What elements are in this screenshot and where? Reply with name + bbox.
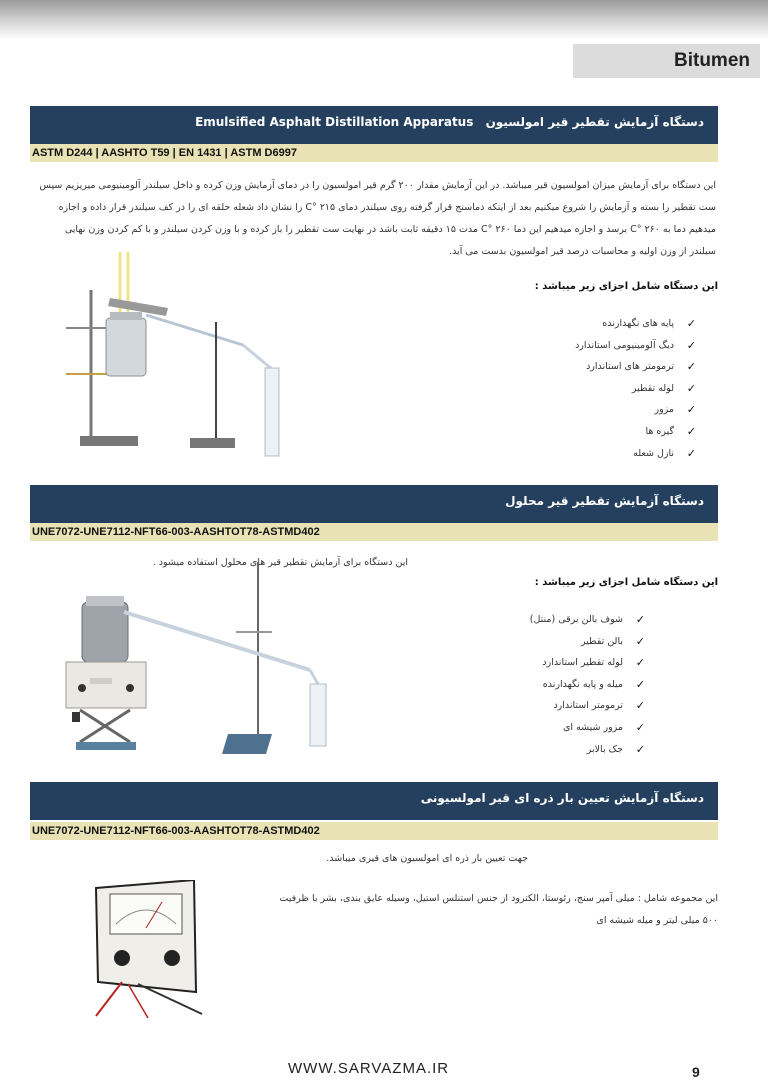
check-icon: ✓ bbox=[686, 338, 696, 352]
section-2-header bbox=[30, 485, 718, 523]
section-1-parts-list bbox=[575, 313, 696, 464]
list-item: ✓ مزور bbox=[575, 399, 696, 421]
check-icon: ✓ bbox=[686, 446, 696, 460]
list-item: ✓ جک بالابر bbox=[530, 739, 645, 761]
check-icon: ✓ bbox=[686, 403, 696, 417]
list-item: ✓ لوله تقطیر bbox=[575, 378, 696, 400]
list-item: ✓ ترمومتر استاندارد bbox=[530, 695, 645, 717]
list-item: ✓ بالن تقطیر bbox=[530, 631, 645, 653]
list-item: ✓ میله و پایه نگهدارنده bbox=[530, 674, 645, 696]
section-3-standards: UNE7072-UNE7112-NFT66-003-AASHTOT78-ASTMD402 bbox=[30, 822, 718, 840]
list-item: ✓ ترمومتر های استاندارد bbox=[575, 356, 696, 378]
list-item: ✓ شوف بالن برقی (منتل) bbox=[530, 609, 645, 631]
desc-line: ست تقطیر را بسته و آزمایش را شروع میکنیم بعد از اینکه دماسنج قرار گرفته روی سیلندر دمای C° ۲۱۵ را نشان داد شعله حلقه ای را در کف سیلندر قرار داده و اجازه bbox=[58, 202, 716, 213]
desc-line: این مجموعه شامل : میلی آمپر سنج، رئوستا، الکترود از جنس استنلس استیل، وسیله عایق بندی، بشر با ظرفیت bbox=[279, 893, 718, 904]
section-3-title: دستگاه آزمایش تعیین بار ذره ای قیر امولسیونی bbox=[420, 791, 704, 805]
section-1-standards: ASTM D244 | AASHTO T59 | EN 1431 | ASTM D6997 bbox=[30, 144, 718, 162]
list-item: ✓ پایه های نگهدارنده bbox=[575, 313, 696, 335]
desc-line: این دستگاه برای آزمایش تقطیر قیر های محلول استفاده میشود . bbox=[152, 557, 408, 568]
section-2-standards: UNE7072-UNE7112-NFT66-003-AASHTOT78-ASTMD402 bbox=[30, 523, 718, 541]
distillation-apparatus-illustration bbox=[58, 250, 298, 465]
check-icon: ✓ bbox=[635, 613, 645, 626]
section-1-header bbox=[30, 106, 718, 144]
check-icon: ✓ bbox=[686, 360, 696, 374]
page-number: 9 bbox=[692, 1064, 700, 1080]
list-item: ✓ لوله تقطیر استاندارد bbox=[530, 652, 645, 674]
section-2-parts-title: این دستگاه شامل اجزای زیر میباشد : bbox=[534, 577, 718, 588]
website-url: WWW.SARVAZMA.IR bbox=[288, 1060, 450, 1077]
section-2-parts-list bbox=[530, 609, 645, 760]
check-icon: ✓ bbox=[635, 656, 645, 670]
section-3-intro: جهت تعیین بار ذره ای امولسیون های قیری میباشد. bbox=[326, 853, 528, 864]
desc-line: این دستگاه برای آزمایش میزان امولسیون قیر میباشد. در این آزمایش مقدار ۲۰۰ گرم قیر امولسیون را در دمای آزمایش وزن کرده و داخل سیلندر آلومینیومی میریزیم سپس bbox=[39, 180, 716, 191]
check-icon: ✓ bbox=[686, 381, 696, 395]
list-item: ✓ نازل شعله bbox=[575, 443, 696, 465]
section-2-title: دستگاه آزمایش تقطیر قیر محلول bbox=[505, 494, 704, 508]
list-item: ✓ مزور شیشه ای bbox=[530, 717, 645, 739]
solution-distillation-illustration bbox=[60, 560, 335, 760]
list-item: ✓ دیگ آلومینیومی استاندارد bbox=[575, 335, 696, 357]
section-1-parts-title: این دستگاه شامل اجزای زیر میباشد : bbox=[534, 281, 718, 292]
check-icon: ✓ bbox=[686, 317, 696, 330]
section-1-title: دستگاه آزمایش تقطیر قیر امولسیون bbox=[485, 115, 704, 129]
check-icon: ✓ bbox=[686, 424, 696, 438]
section-1-title-en: Emulsified Asphalt Distillation Apparatus bbox=[195, 115, 474, 129]
check-icon: ✓ bbox=[635, 720, 645, 734]
check-icon: ✓ bbox=[635, 634, 645, 648]
desc-line: سیلندر از وزن اولیه و محاسبات درصد قیر امولسیون بدست می آید. bbox=[449, 246, 716, 257]
top-shade bbox=[0, 0, 768, 40]
check-icon: ✓ bbox=[635, 699, 645, 713]
desc-line: میدهیم دما به C° ۲۶۰ برسد و اجازه میدهیم این دما C° ۲۶۰ مدت ۱۵ دقیقه ثابت باشد در نهایت ست تقطیر را باز کرده و با وزن کردن سیلندر و با کم کردن وزن نهایی bbox=[64, 224, 716, 235]
milliammeter-illustration bbox=[92, 880, 222, 1022]
category-tab: Bitumen bbox=[573, 44, 760, 78]
check-icon: ✓ bbox=[635, 677, 645, 691]
check-icon: ✓ bbox=[635, 742, 645, 756]
section-3-header bbox=[30, 782, 718, 820]
list-item: ✓ گیره ها bbox=[575, 421, 696, 443]
desc-line: ۵۰۰ میلی لیتر و میله شیشه ای bbox=[596, 915, 718, 926]
